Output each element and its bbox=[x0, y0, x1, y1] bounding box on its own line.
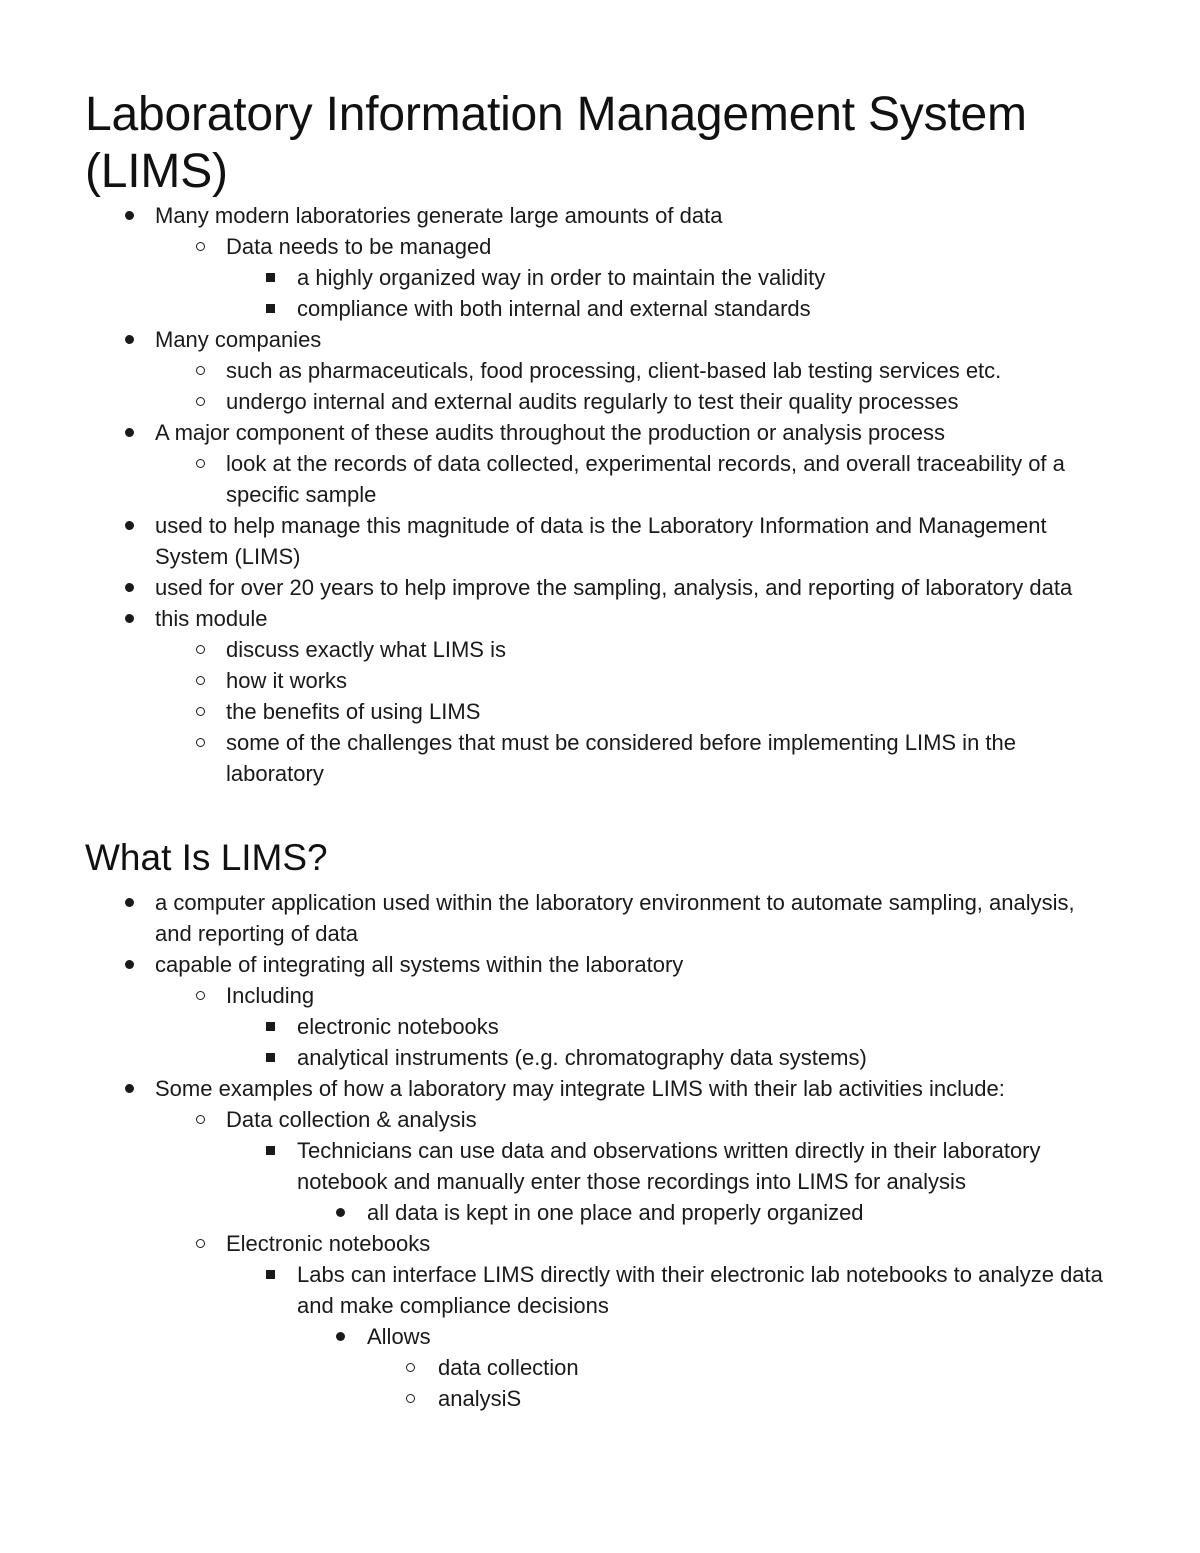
list-item bbox=[85, 510, 1115, 572]
list-item bbox=[85, 665, 1115, 696]
bullet-disc-icon bbox=[116, 200, 142, 231]
list-item bbox=[85, 417, 1115, 448]
list-item bbox=[85, 603, 1115, 634]
list-item bbox=[85, 1383, 1115, 1414]
list-item-text: electronic notebooks bbox=[297, 1014, 499, 1039]
bullet-disc-icon bbox=[116, 324, 142, 355]
list-item bbox=[85, 887, 1115, 949]
list-item bbox=[85, 1104, 1115, 1135]
list-item bbox=[85, 262, 1115, 293]
bullet-square-icon bbox=[257, 1259, 283, 1290]
bullet-square-icon bbox=[257, 1135, 283, 1166]
list-item-text: discuss exactly what LIMS is bbox=[226, 637, 506, 662]
bullet-disc-icon bbox=[116, 1073, 142, 1104]
list-item bbox=[85, 727, 1115, 789]
document-page bbox=[85, 86, 1115, 1414]
bullet-disc-icon bbox=[116, 887, 142, 918]
list-item-text: Allows bbox=[367, 1324, 431, 1349]
bullet-list-lims-overview bbox=[85, 200, 1115, 789]
list-item-text: used for over 20 years to help improve the sampling, analysis, and reporting of laboratory data bbox=[155, 575, 1073, 600]
list-item-text: Including bbox=[226, 983, 315, 1008]
list-item-text: Some examples of how a laboratory may integrate LIMS with their lab activities include: bbox=[155, 1076, 1005, 1101]
list-item bbox=[85, 634, 1115, 665]
bullet-circle-icon bbox=[187, 727, 213, 758]
bullet-circle-icon bbox=[187, 355, 213, 386]
bullet-disc-icon bbox=[116, 603, 142, 634]
list-item bbox=[85, 448, 1115, 510]
list-item-text: a computer application used within the laboratory environment to automate sampling, analysis, and reporting of data bbox=[155, 890, 1075, 946]
list-item-text: Data needs to be managed bbox=[226, 234, 492, 259]
list-item-text: this module bbox=[155, 606, 268, 631]
bullet-disc-icon bbox=[327, 1197, 353, 1228]
list-item bbox=[85, 200, 1115, 231]
list-item-text: Labs can interface LIMS directly with their electronic lab notebooks to analyze data and make compliance decisions bbox=[297, 1262, 1103, 1318]
list-item bbox=[85, 1011, 1115, 1042]
bullet-disc-icon bbox=[327, 1321, 353, 1352]
list-item-text: analysiS bbox=[438, 1386, 522, 1411]
list-item-text: Many modern laboratories generate large amounts of data bbox=[155, 203, 723, 228]
bullet-circle-icon bbox=[397, 1352, 423, 1383]
list-item-text: Electronic notebooks bbox=[226, 1231, 431, 1256]
list-item-text: capable of integrating all systems within the laboratory bbox=[155, 952, 684, 977]
bullet-disc-icon bbox=[116, 572, 142, 603]
list-item-text: Many companies bbox=[155, 327, 322, 352]
bullet-circle-icon bbox=[187, 634, 213, 665]
bullet-circle-icon bbox=[187, 696, 213, 727]
bullet-square-icon bbox=[257, 293, 283, 324]
list-item-text: Data collection & analysis bbox=[226, 1107, 477, 1132]
list-item bbox=[85, 231, 1115, 262]
list-item-text: all data is kept in one place and properly organized bbox=[367, 1200, 864, 1225]
list-item bbox=[85, 696, 1115, 727]
list-item-text: some of the challenges that must be considered before implementing LIMS in the laboratory bbox=[226, 730, 1017, 786]
bullet-circle-icon bbox=[397, 1383, 423, 1414]
bullet-square-icon bbox=[257, 262, 283, 293]
list-item bbox=[85, 324, 1115, 355]
list-item-text: compliance with both internal and external standards bbox=[297, 296, 811, 321]
list-item bbox=[85, 1042, 1115, 1073]
list-item-text: such as pharmaceuticals, food processing, client-based lab testing services etc. bbox=[226, 358, 1002, 383]
bullet-circle-icon bbox=[187, 665, 213, 696]
list-item-text: a highly organized way in order to maintain the validity bbox=[297, 265, 826, 290]
bullet-circle-icon bbox=[187, 231, 213, 262]
list-item bbox=[85, 1228, 1115, 1259]
list-item-text: undergo internal and external audits regularly to test their quality processes bbox=[226, 389, 959, 414]
list-item bbox=[85, 355, 1115, 386]
bullet-circle-icon bbox=[187, 1104, 213, 1135]
list-item bbox=[85, 1073, 1115, 1104]
list-item-text: analytical instruments (e.g. chromatography data systems) bbox=[297, 1045, 867, 1070]
bullet-circle-icon bbox=[187, 448, 213, 479]
bullet-disc-icon bbox=[116, 949, 142, 980]
list-item-text: data collection bbox=[438, 1355, 579, 1380]
page-title: Laboratory Information Management System (LIMS) bbox=[85, 88, 1027, 198]
list-item bbox=[85, 386, 1115, 417]
list-item bbox=[85, 293, 1115, 324]
list-item bbox=[85, 1197, 1115, 1228]
list-item bbox=[85, 1321, 1115, 1352]
bullet-disc-icon bbox=[116, 510, 142, 541]
bullet-circle-icon bbox=[187, 386, 213, 417]
list-item bbox=[85, 949, 1115, 980]
list-item bbox=[85, 1259, 1115, 1321]
bullet-square-icon bbox=[257, 1011, 283, 1042]
list-item bbox=[85, 1135, 1115, 1197]
list-item-text: the benefits of using LIMS bbox=[226, 699, 481, 724]
bullet-circle-icon bbox=[187, 1228, 213, 1259]
section-heading-what-is-lims: What Is LIMS? bbox=[85, 837, 328, 878]
list-item-text: how it works bbox=[226, 668, 348, 693]
list-item bbox=[85, 572, 1115, 603]
bullet-square-icon bbox=[257, 1042, 283, 1073]
list-item-text: Technicians can use data and observations written directly in their laboratory notebook and manually enter those recordings into LIMS for analysis bbox=[297, 1138, 1041, 1194]
list-item-text: A major component of these audits throughout the production or analysis process bbox=[155, 420, 946, 445]
list-item bbox=[85, 1352, 1115, 1383]
bullet-list-what-is-lims bbox=[85, 887, 1115, 1414]
bullet-circle-icon bbox=[187, 980, 213, 1011]
list-item-text: look at the records of data collected, experimental records, and overall traceability of a specific sample bbox=[226, 451, 1065, 507]
bullet-disc-icon bbox=[116, 417, 142, 448]
list-item-text: used to help manage this magnitude of data is the Laboratory Information and Management System (LIMS) bbox=[155, 513, 1047, 569]
list-item bbox=[85, 980, 1115, 1011]
